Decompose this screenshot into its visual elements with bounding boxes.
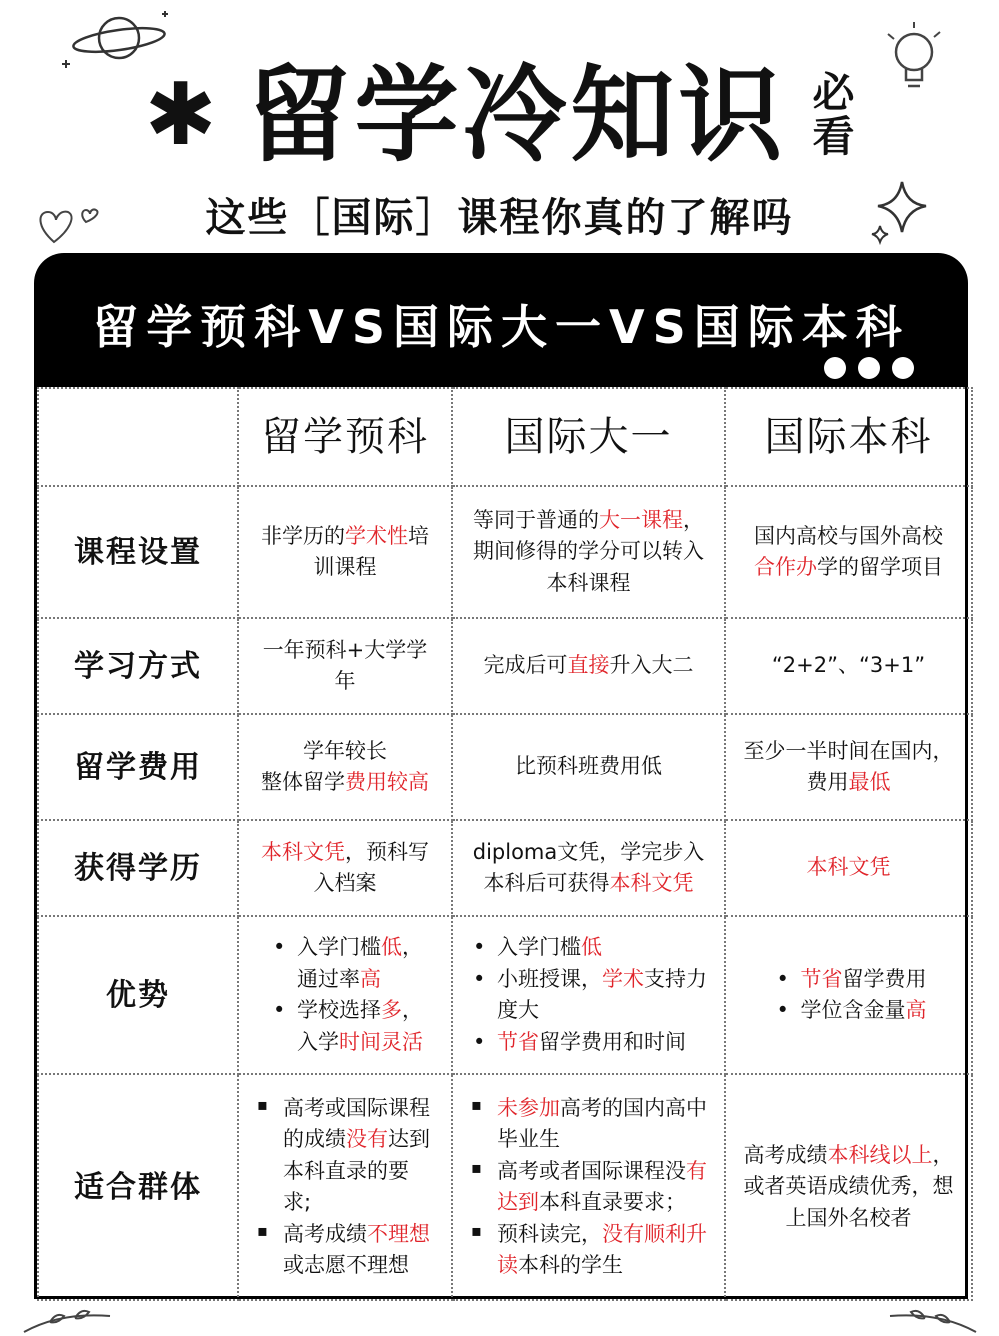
table-row <box>38 486 972 618</box>
table-cell: 高考成绩本科线以上，或者英语成绩优秀，想上国外名校者 <box>725 1074 972 1300</box>
list-item: • 入学门槛低 <box>467 932 710 964</box>
table-cell <box>452 916 725 1074</box>
list-item: • 学位含金量高 <box>771 995 927 1027</box>
table-cell: 非学历的学术性培训课程 <box>238 486 452 618</box>
row-header: 课程设置 <box>38 486 238 618</box>
table-cell: 学年较长 整体留学费用较高 <box>238 714 452 820</box>
list-item: ▪ 高考或者国际课程没有达到本科直录要求； <box>467 1156 710 1219</box>
table-row <box>38 916 972 1074</box>
row-header: 留学费用 <box>38 714 238 820</box>
subtitle: 这些［国际］课程你真的了解吗 <box>205 195 794 241</box>
list-item: • 节省留学费用 <box>771 964 927 996</box>
must-read-label: 必 看 <box>812 67 855 161</box>
table-row <box>38 618 972 714</box>
bullet-list <box>253 1093 437 1282</box>
list-item: ▪ 高考或国际课程的成绩没有达到本科直录的要求; <box>253 1093 437 1219</box>
title-row <box>0 55 999 175</box>
table-cell: “2+2”、“3+1” <box>725 618 972 714</box>
page-title: 留学冷知识 <box>246 54 787 176</box>
table-cell: diploma文凭，学完步入本科后可获得本科文凭 <box>452 820 725 916</box>
table-header-row <box>38 388 972 486</box>
table-row <box>38 820 972 916</box>
table-cell: 国内高校与国外高校 合作办学的留学项目 <box>725 486 972 618</box>
table-cell: 至少一半时间在国内，费用最低 <box>725 714 972 820</box>
list-item: ▪ 预科读完，没有顺利升读本科的学生 <box>467 1219 710 1282</box>
column-header: 留学预科 <box>238 388 452 486</box>
list-item: • 节省留学费用和时间 <box>467 1027 710 1059</box>
asterisk-icon: ✱ <box>144 65 217 165</box>
ellipsis-dots-icon <box>824 357 914 379</box>
table-cell: 本科文凭，预科写入档案 <box>238 820 452 916</box>
column-header: 国际本科 <box>725 388 972 486</box>
row-header: 获得学历 <box>38 820 238 916</box>
row-header: 学习方式 <box>38 618 238 714</box>
list-item: • 学校选择多， 入学时间灵活 <box>267 995 423 1058</box>
list-item: • 小班授课，学术支持力度大 <box>467 964 710 1027</box>
comparison-banner <box>34 253 968 387</box>
table-cell: 比预科班费用低 <box>452 714 725 820</box>
bullet-list <box>771 964 927 1027</box>
leaf-doodle-left-icon <box>20 1302 120 1336</box>
comparison-table <box>34 387 968 1299</box>
table-cell: 本科文凭 <box>725 820 972 916</box>
list-item: ▪ 高考成绩不理想或志愿不理想 <box>253 1219 437 1282</box>
row-header: 适合群体 <box>38 1074 238 1300</box>
table-cell: 完成后可直接升入大二 <box>452 618 725 714</box>
bullet-list <box>267 932 423 1058</box>
list-item: • 入学门槛低， 通过率高 <box>267 932 423 995</box>
table-cell <box>452 1074 725 1300</box>
bullet-list <box>467 932 710 1058</box>
table-cell <box>725 916 972 1074</box>
bullet-list <box>467 1093 710 1282</box>
banner-title: 留学预科VS国际大一VS国际本科 <box>92 300 910 354</box>
table-cell: 一年预科+大学学年 <box>238 618 452 714</box>
table-row <box>38 1074 972 1300</box>
leaf-doodle-right-icon <box>880 1302 980 1336</box>
list-item: ▪ 未参加高考的国内高中毕业生 <box>467 1093 710 1156</box>
column-header: 国际大一 <box>452 388 725 486</box>
row-header: 优势 <box>38 916 238 1074</box>
corner-cell <box>38 388 238 486</box>
table-cell <box>238 916 452 1074</box>
table-cell: 等同于普通的大一课程，期间修得的学分可以转入本科课程 <box>452 486 725 618</box>
table-row <box>38 714 972 820</box>
table-cell <box>238 1074 452 1300</box>
